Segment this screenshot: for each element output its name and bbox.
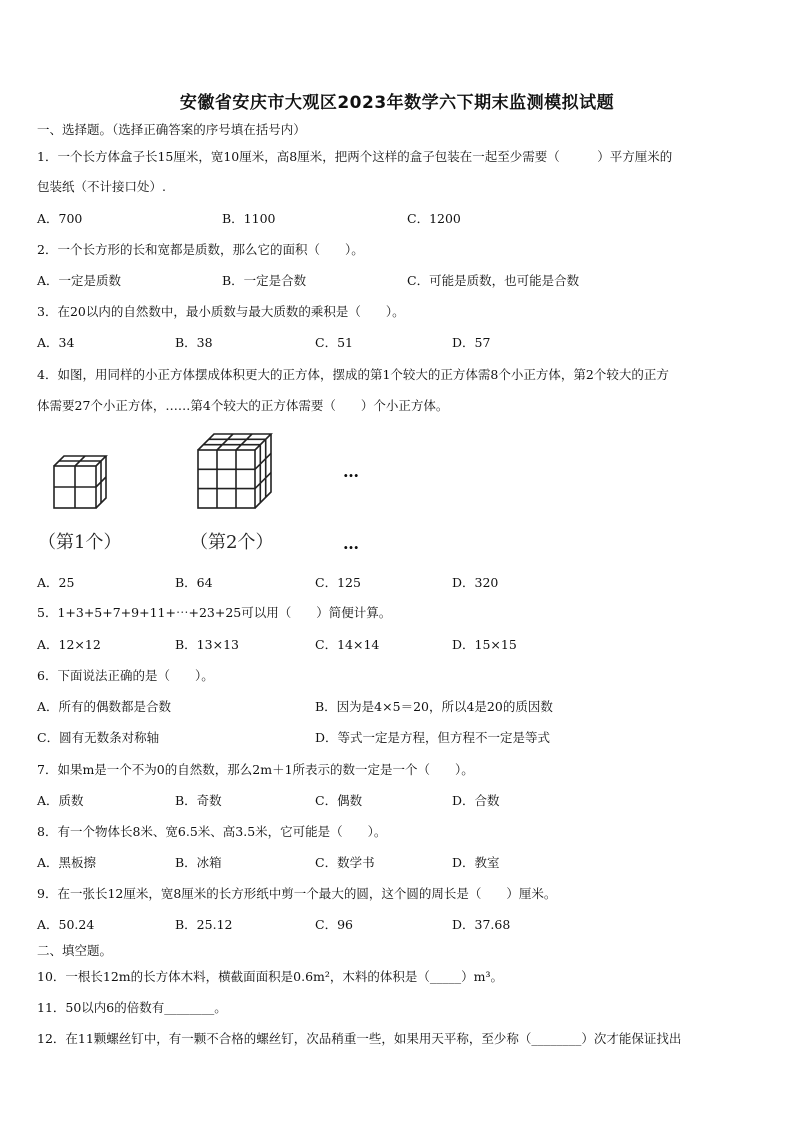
question-3-option-c: C．51 (315, 335, 353, 350)
question-5-option-b: B．13×13 (175, 637, 239, 652)
question-1-text-cont: 包装纸（不计接口处）. (37, 179, 166, 194)
question-7-text: 7．如果m是一个不为0的自然数，那么2m＋1所表示的数一定是一个（ ）。 (37, 762, 474, 777)
question-4-option-d: D．320 (452, 575, 499, 590)
question-7-option-c: C．偶数 (315, 793, 363, 808)
question-6-option-d: D．等式一定是方程，但方程不一定是等式 (315, 730, 551, 745)
question-9-option-c: C．96 (315, 917, 353, 932)
question-1-text: 1．一个长方体盒子长15厘米，宽10厘米，高8厘米，把两个这样的盒子包装在一起至少需要（ ）平方厘米的 (37, 149, 673, 164)
question-1-option-c: C．1200 (407, 211, 461, 226)
question-5-option-c: C．14×14 (315, 637, 380, 652)
question-9-option-d: D．37.68 (452, 917, 511, 932)
question-7-option-b: B．奇数 (175, 793, 222, 808)
section-heading-choice: 一、选择题。（选择正确答案的序号填在括号内） (37, 122, 306, 137)
question-2-option-a: A．一定是质数 (37, 273, 122, 288)
question-10-text: 10．一根长12m的长方体木料，横截面面积是0.6m²，木料的体积是（_____）m³。 (37, 969, 504, 984)
question-7-option-d: D．合数 (452, 793, 500, 808)
question-2-option-c: C．可能是质数，也可能是合数 (407, 273, 580, 288)
question-4-option-b: B．64 (175, 575, 213, 590)
question-8-option-c: C．数学书 (315, 855, 375, 870)
question-2-option-b: B．一定是合数 (222, 273, 307, 288)
figure-ellipsis-bottom: … (343, 534, 360, 553)
question-9-text: 9．在一张长12厘米，宽8厘米的长方形纸中剪一个最大的圆，这个圆的周长是（ ）厘米。 (37, 886, 557, 901)
question-5-text: 5．1+3+5+7+9+11+⋯+23+25可以用（ ）简便计算。 (37, 605, 392, 620)
question-7-option-a: A．质数 (37, 793, 84, 808)
cube-2x2x2-figure (50, 452, 110, 512)
question-4-option-a: A．25 (37, 575, 75, 590)
question-6-text: 6．下面说法正确的是（ ）。 (37, 668, 214, 683)
question-6-option-c: C．圆有无数条对称轴 (37, 730, 160, 745)
question-8-text: 8．有一个物体长8米、宽6.5米、高3.5米，它可能是（ ）。 (37, 824, 387, 839)
question-6-option-a: A．所有的偶数都是合数 (37, 699, 172, 714)
question-3-option-a: A．34 (37, 335, 75, 350)
question-9-option-b: B．25.12 (175, 917, 233, 932)
section-heading-fill: 二、填空题。 (37, 943, 113, 958)
question-9-option-a: A．50.24 (37, 917, 95, 932)
figure-caption-2: （第2个） (190, 532, 274, 553)
question-6-option-b: B．因为是4×5＝20，所以4是20的质因数 (315, 699, 553, 714)
question-4-text-cont: 体需要27个小正方体，……第4个较大的正方体需要（ ）个小正方体。 (37, 398, 449, 413)
question-5-option-d: D．15×15 (452, 637, 517, 652)
question-11-text: 11．50以内6的倍数有________。 (37, 1000, 227, 1015)
figure-ellipsis-top: … (343, 462, 360, 481)
question-5-option-a: A．12×12 (37, 637, 101, 652)
question-1-option-b: B．1100 (222, 211, 276, 226)
question-12-text: 12．在11颗螺丝钉中，有一颗不合格的螺丝钉，次品稍重一些，如果用天平称，至少称（________）次才能保证找出 (37, 1031, 682, 1046)
question-8-option-a: A．黑板擦 (37, 855, 97, 870)
question-2-text: 2．一个长方形的长和宽都是质数，那么它的面积（ ）。 (37, 242, 364, 257)
question-3-option-b: B．38 (175, 335, 213, 350)
page-title: 安徽省安庆市大观区2023年数学六下期末监测模拟试题 (179, 93, 615, 113)
question-3-text: 3．在20以内的自然数中，最小质数与最大质数的乘积是（ ）。 (37, 304, 405, 319)
figure-caption-1: （第1个） (38, 532, 122, 553)
question-1-option-a: A．700 (37, 211, 83, 226)
cube-3x3x3-figure (194, 430, 276, 512)
question-4-option-c: C．125 (315, 575, 361, 590)
question-8-option-b: B．冰箱 (175, 855, 222, 870)
question-4-text: 4．如图，用同样的小正方体摆成体积更大的正方体，摆成的第1个较大的正方体需8个小正方体，第2个较大的正方 (37, 367, 669, 382)
question-8-option-d: D．教室 (452, 855, 500, 870)
question-3-option-d: D．57 (452, 335, 491, 350)
